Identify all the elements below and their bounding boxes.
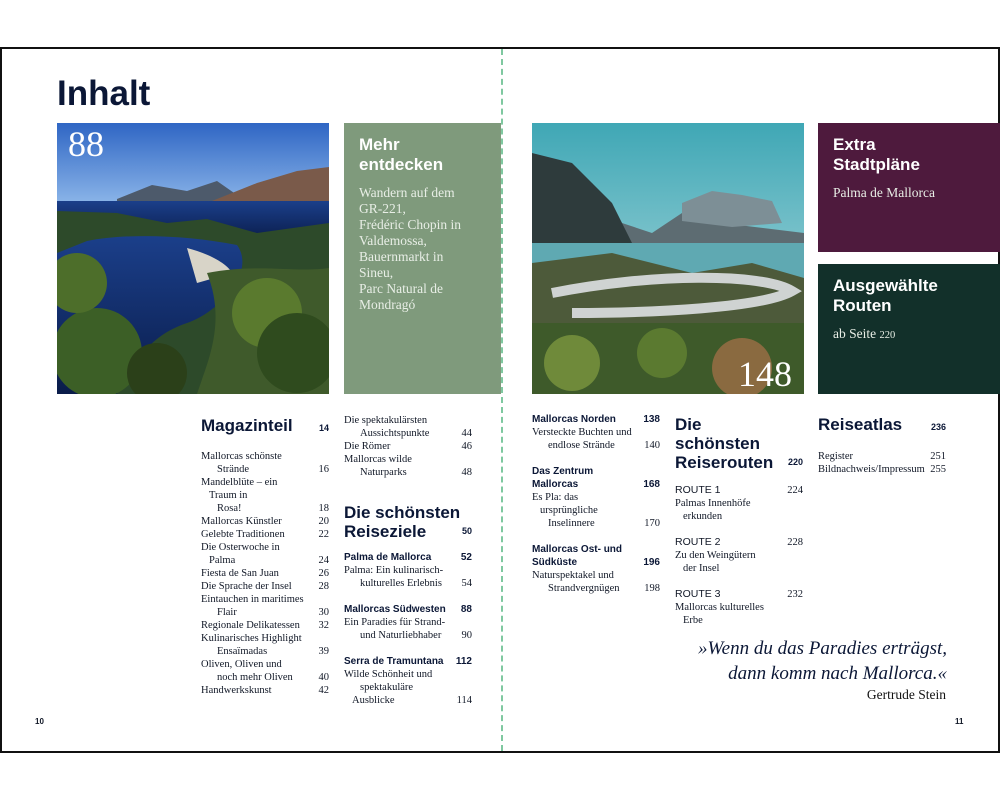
- toc-entry: [818, 463, 946, 476]
- toc-entry-title: [201, 450, 307, 476]
- region-name-line: Mallorcas Norden: [532, 414, 616, 425]
- toc-page-number: 54: [461, 578, 472, 589]
- toc-entry-line: Die spektakulärsten: [344, 415, 428, 426]
- toc-entry-line: Gelebte Traditionen: [201, 529, 285, 540]
- coastal-bay-photo: [57, 123, 329, 394]
- toc-entry-line: noch mehr Oliven: [217, 672, 293, 683]
- page-number-left: 10: [35, 717, 44, 726]
- toc-entry-title: [201, 684, 307, 697]
- page-number-right: 11: [955, 717, 964, 726]
- toc-page-number: 30: [318, 607, 329, 618]
- toc-entry-line: kulturelles Erlebnis: [360, 578, 442, 589]
- toc-entry-title: [344, 440, 450, 453]
- toc-entry-line: Wilde Schönheit und: [344, 669, 433, 680]
- toc-page-number: 138: [643, 414, 660, 425]
- toc-entry: [532, 426, 660, 452]
- section-heading: Die schönsten Reiserouten 220: [675, 415, 803, 472]
- route-heading: [675, 484, 803, 497]
- toc-entry-line: Mandelblüte – ein Traum in: [201, 477, 278, 501]
- toc-entry: [201, 619, 329, 632]
- toc-entry-title: [344, 668, 450, 707]
- toc-page-number: 140: [644, 440, 660, 451]
- toc-page-number: 88: [460, 604, 472, 615]
- route-description: [675, 601, 803, 627]
- toc-entry-line: Strandvergnügen: [548, 583, 620, 594]
- box-title: Ausgewählte Routen: [833, 276, 938, 315]
- atlas-section: [818, 415, 946, 476]
- route-label: ROUTE 2: [675, 536, 721, 548]
- toc-page-number: 112: [455, 656, 472, 667]
- toc-entry-line: Ein Paradies für Strand-: [344, 617, 446, 628]
- toc-entry: [201, 567, 329, 580]
- region-name: Mallorcas Südwesten: [344, 604, 446, 615]
- toc-entry-title: [532, 569, 638, 595]
- page-title: Inhalt: [57, 74, 151, 113]
- photo-page-number: 148: [738, 354, 792, 394]
- destinations-section: [344, 414, 472, 707]
- route-line: Mallorcas kulturelles: [675, 602, 764, 613]
- box-text: Palma de Mallorca: [833, 185, 935, 200]
- magazine-section: [201, 416, 329, 697]
- toc-page-number: 32: [318, 620, 329, 631]
- toc-page-number: 42: [318, 685, 329, 696]
- toc-entry-title: Bildnachweis/Impressum: [818, 464, 925, 475]
- toc-entry: [344, 564, 472, 590]
- region-name: Serra de Tramuntana: [344, 656, 444, 667]
- toc-entry-line: Inselinnere: [548, 518, 595, 529]
- toc-entry-line: Aussichtspunkte: [360, 428, 430, 439]
- section-heading: Reiseatlas 236: [818, 415, 946, 434]
- region-heading: [344, 655, 472, 668]
- toc-entry-line: Regionale Delikatessen: [201, 620, 300, 631]
- region-name: [532, 543, 622, 569]
- toc-entry-line: Fiesta de San Juan: [201, 568, 279, 579]
- section-heading: Die schönsten Reiseziele 50: [344, 503, 472, 541]
- region-name: Palma de Mallorca: [344, 552, 432, 563]
- toc-entry: [201, 658, 329, 684]
- route-label: ROUTE 3: [675, 588, 721, 600]
- region-heading: [344, 551, 472, 564]
- toc-entry: [344, 414, 472, 440]
- toc-entry: [532, 569, 660, 595]
- toc-page-number: 170: [644, 518, 660, 529]
- toc-page-number: 16: [318, 464, 329, 475]
- coastal-road-photo: [532, 123, 804, 394]
- toc-entry-line: Es Pla: das ursprüngliche: [532, 492, 598, 516]
- toc-page-number: 255: [930, 464, 946, 475]
- toc-entry-line: und Naturliebhaber: [360, 630, 442, 641]
- toc-entry-line: Strände: [217, 464, 250, 475]
- toc-page-number: 232: [787, 589, 803, 600]
- toc-page-number: 114: [456, 695, 472, 706]
- toc-entry-title: [201, 593, 307, 619]
- region-heading: [532, 413, 660, 426]
- toc-page-number: 228: [787, 537, 803, 548]
- toc-entry-line: Naturspektakel und: [532, 570, 614, 581]
- route-line: der Insel: [683, 563, 720, 574]
- region-name-line: Das Zentrum: [532, 466, 594, 477]
- toc-entry-line: spektakuläre Ausblicke: [352, 682, 414, 706]
- box-text: ab Seite 220: [833, 326, 896, 341]
- toc-entry-title: [532, 491, 638, 530]
- toc-entry-title: [201, 541, 307, 567]
- toc-entry: [344, 616, 472, 642]
- toc-entry-line: Oliven, Oliven und: [201, 659, 282, 670]
- page-gutter: [501, 49, 503, 751]
- toc-entry-title: [201, 476, 307, 515]
- route-heading: [675, 536, 803, 549]
- toc-page-number: 52: [460, 552, 472, 563]
- toc-entry-line: Die Römer: [344, 441, 391, 452]
- toc-entry-title: [201, 567, 307, 580]
- toc-entry-line: Eintauchen in maritimes: [201, 594, 304, 605]
- toc-entry-line: Flair: [217, 607, 237, 618]
- toc-page-number: 224: [787, 485, 803, 496]
- box-title: Mehr entdecken: [359, 135, 444, 174]
- toc-entry: [201, 476, 329, 515]
- toc-entry: [201, 528, 329, 541]
- toc-page-number: 22: [318, 529, 329, 540]
- toc-page-number: 40: [318, 672, 329, 683]
- region-name: [532, 465, 593, 491]
- route-line: Erbe: [683, 615, 703, 626]
- toc-page-number: 28: [318, 581, 329, 592]
- toc-entry-title: [201, 619, 307, 632]
- region-name-line: Mallorcas: [532, 479, 579, 490]
- toc-entry: [201, 580, 329, 593]
- toc-entry: [201, 541, 329, 567]
- toc-page-number: 48: [461, 467, 472, 478]
- toc-entry-title: [201, 515, 307, 528]
- box-text: Wandern auf dem GR-221, Frédéric Chopin in Valdemossa, Bauernmarkt in Sineu, Parc Natural de Mondragó: [359, 185, 461, 312]
- routes-section: [675, 415, 803, 627]
- route-line: Zu den Weingütern: [675, 550, 756, 561]
- toc-page-number: 196: [643, 557, 660, 568]
- toc-entry-line: Die Osterwoche in Palma: [201, 542, 280, 566]
- box-title: Extra Stadtpläne: [833, 135, 920, 174]
- toc-entry-line: Kulinarisches Highlight: [201, 633, 302, 644]
- toc-entry: [818, 450, 946, 463]
- toc-entry-line: Versteckte Buchten und: [532, 427, 632, 438]
- toc-entry: [344, 668, 472, 707]
- toc-entry-title: [344, 414, 450, 440]
- region-name-line: Südküste: [532, 557, 578, 568]
- selected-routes-box: [818, 264, 1000, 394]
- toc-entry-title: [344, 616, 450, 642]
- toc-entry: [344, 440, 472, 453]
- toc-entry-line: Mallorcas schönste: [201, 451, 282, 462]
- route-heading: [675, 588, 803, 601]
- toc-entry-title: [201, 658, 307, 684]
- section-heading: Magazinteil 14: [201, 416, 329, 435]
- toc-page-number: 24: [318, 555, 329, 566]
- toc-page-number: 39: [318, 646, 329, 657]
- region-name-line: Mallorcas Ost- und: [532, 544, 623, 555]
- toc-entry-title: [201, 580, 307, 593]
- toc-entry-title: [344, 453, 450, 479]
- toc-entry: [532, 491, 660, 530]
- toc-page-number: 46: [461, 441, 472, 452]
- route-line: Palmas Innenhöfe: [675, 498, 751, 509]
- toc-page-number: 18: [318, 503, 329, 514]
- toc-entry-line: Rosa!: [217, 503, 242, 514]
- toc-entry-title: [201, 528, 307, 541]
- toc-page-number: 44: [461, 428, 472, 439]
- toc-entry-title: [201, 632, 307, 658]
- quote-author: Gertrude Stein: [866, 687, 946, 702]
- toc-entry: [201, 515, 329, 528]
- toc-entry-line: Handwerkskunst: [201, 685, 272, 696]
- more-discover-box: [344, 123, 501, 394]
- toc-entry-title: [532, 426, 638, 452]
- route-description: [675, 497, 803, 523]
- toc-page-number: 251: [930, 451, 946, 462]
- toc-entry-line: Die Sprache der Insel: [201, 581, 292, 592]
- toc-entry-line: Mallorcas wilde: [344, 454, 412, 465]
- toc-entry-line: Ensaïmadas: [217, 646, 268, 657]
- book-spread: [0, 47, 1000, 753]
- toc-entry-line: Mallorcas Künstler: [201, 516, 282, 527]
- toc-entry-title: [344, 564, 450, 590]
- toc-entry-line: endlose Strände: [548, 440, 615, 451]
- region-heading: [532, 465, 660, 491]
- toc-entry: [201, 450, 329, 476]
- regions-section: [532, 413, 660, 595]
- toc-page-number: 198: [644, 583, 660, 594]
- region-name: [532, 413, 616, 426]
- toc-page-number: 26: [318, 568, 329, 579]
- toc-entry: [201, 593, 329, 619]
- toc-entry: [201, 684, 329, 697]
- region-heading: [532, 543, 660, 569]
- route-line: erkunden: [683, 511, 723, 522]
- region-heading: [344, 603, 472, 616]
- toc-entry-line: Naturparks: [360, 467, 407, 478]
- photo-page-number: 88: [68, 124, 104, 164]
- route-label: ROUTE 1: [675, 484, 721, 496]
- toc-page-number: 168: [643, 479, 660, 490]
- toc-entry: [201, 632, 329, 658]
- toc-page-number: 90: [461, 630, 472, 641]
- quote-text: »Wenn du das Paradies erträgst, dann komm nach Mallorca.«: [698, 638, 947, 684]
- extra-city-maps-box: [818, 123, 1000, 252]
- route-description: [675, 549, 803, 575]
- toc-entry-title: Register: [818, 451, 853, 462]
- toc-page-number: 20: [318, 516, 329, 527]
- toc-entry: [344, 453, 472, 479]
- toc-entry-line: Palma: Ein kulinarisch-: [344, 565, 444, 576]
